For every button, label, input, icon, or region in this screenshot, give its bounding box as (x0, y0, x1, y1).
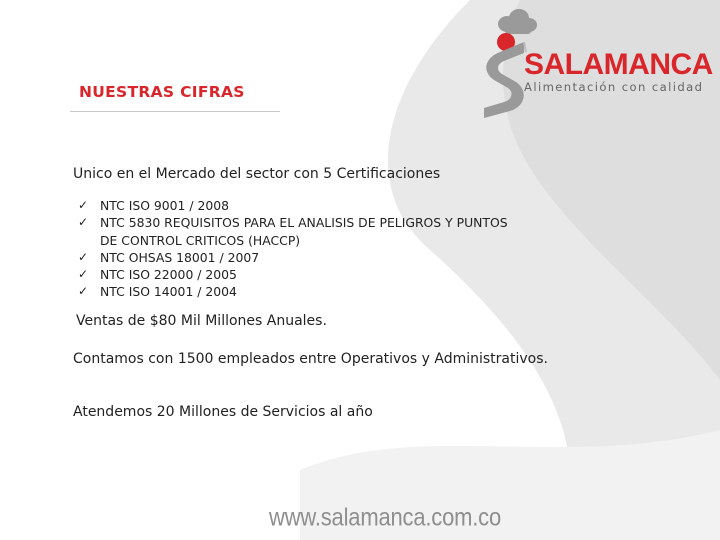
title-underline (70, 111, 280, 112)
certification-text: NTC ISO 9001 / 2008 (100, 198, 230, 213)
certification-text: NTC 5830 REQUISITOS PARA EL ANALISIS DE PELIGROS Y PUNTOS (100, 215, 508, 231)
certification-item (78, 214, 508, 231)
employees-statement: Contamos con 1500 empleados entre Operativos y Administrativos. (73, 351, 548, 367)
checkmark-icon: ✓ (78, 284, 89, 299)
checkmark-icon: ✓ (78, 198, 89, 212)
certification-item (78, 283, 508, 300)
certifications-list (78, 197, 508, 301)
slide-title: NUESTRAS CIFRAS (79, 83, 245, 101)
website-url[interactable]: www.salamanca.com.co (269, 503, 501, 531)
certifications-intro: Unico en el Mercado del sector con 5 Certificaciones (73, 166, 441, 182)
certification-text-continuation: DE CONTROL CRITICOS (HACCP) (100, 232, 301, 248)
certification-text: NTC OHSAS 18001 / 2007 (100, 249, 260, 265)
certification-item (78, 197, 508, 214)
certification-text: NTC ISO 14001 / 2004 (100, 284, 237, 300)
certification-item (78, 249, 508, 266)
checkmark-icon: ✓ (78, 249, 89, 264)
certification-text: NTC ISO 22000 / 2005 (100, 267, 237, 283)
checkmark-icon: ✓ (78, 267, 89, 282)
checkmark-icon: ✓ (78, 215, 89, 230)
brand-tagline: Alimentación con calidad (524, 80, 704, 94)
sales-statement: Ventas de $80 Mil Millones Anuales. (76, 313, 327, 329)
brand-name: SALAMANCA (524, 48, 713, 81)
services-statement: Atendemos 20 Millones de Servicios al año (73, 404, 373, 420)
certification-item (78, 266, 508, 283)
